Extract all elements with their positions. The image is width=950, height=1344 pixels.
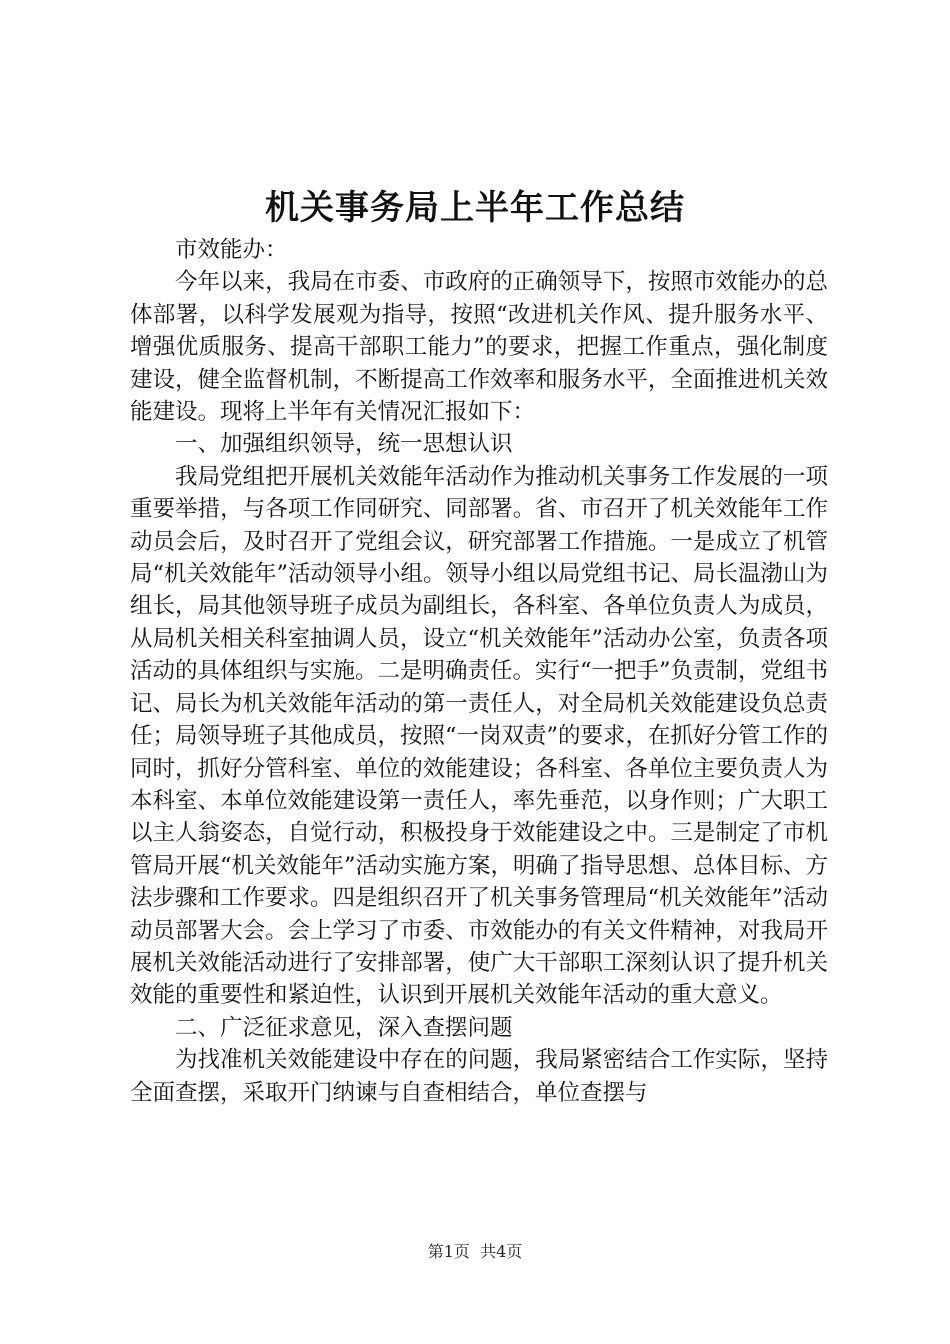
- intro-paragraph: 今年以来，我局在市委、市政府的正确领导下，按照市效能办的总体部署，以科学发展观为指导，按照“改进机关作风、提升服务水平、增强优质服务、提高干部职工能力”的要求，把握工作重点，强化制度建设，健全监督机制，不断提高工作效率和服务水平，全面推进机关效能建设。现将上半年有关情况汇报如下：: [130, 269, 828, 426]
- section-2-paragraph: 为找准机关效能建设中存在的问题，我局紧密结合工作实际，坚持全面查摆，采取开门纳谏与自查相结合，单位查摆与: [130, 1047, 828, 1106]
- page-number: 第1页: [427, 1242, 470, 1261]
- page-total: 共4页: [480, 1242, 523, 1261]
- page-footer: [0, 1240, 950, 1264]
- section-heading-1: 一、加强组织领导，统一思想认识: [175, 431, 513, 458]
- section-1-paragraph: 我局党组把开展机关效能年活动作为推动机关事务工作发展的一项重要举措，与各项工作同研究、同部署。省、市召开了机关效能年工作动员会后，及时召开了党组会议，研究部署工作措施。一是成立了机管局“机关效能年”活动领导小组。领导小组以局党组书记、局长温渤山为组长，局其他领导班子成员为副组长，各科室、各单位负责人为成员，从局机关相关科室抽调人员，设立“机关效能年”活动办公室，负责各项活动的具体组织与实施。二是明确责任。实行“一把手”负责制，党组书记、局长为机关效能年活动的第一责任人，对全局机关效能建设负总责任；局领导班子其他成员，按照“一岗双责”的要求，在抓好分管工作的同时，抓好分管科室、单位的效能建设；各科室、各单位主要负责人为本科室、本单位效能建设第一责任人，率先垂范，以身作则；广大职工以主人翁姿态，自觉行动，积极投身于效能建设之中。三是制定了市机管局开展“机关效能年”活动实施方案，明确了指导思想、总体目标、方法步骤和工作要求。四是组织召开了机关事务管理局“机关效能年”活动动员部署大会。会上学习了市委、市效能办的有关文件精神，对我局开展机关效能活动进行了安排部署，使广大干部职工深刻认识了提升机关效能的重要性和紧迫性，认识到开展机关效能年活动的重大意义。: [130, 463, 829, 1009]
- document-title: 机关事务局上半年工作总结: [265, 188, 685, 228]
- salutation: 市效能办：: [175, 237, 288, 263]
- document-body: [130, 234, 828, 1109]
- section-heading-2: 二、广泛征求意见，深入查摆问题: [175, 1014, 513, 1041]
